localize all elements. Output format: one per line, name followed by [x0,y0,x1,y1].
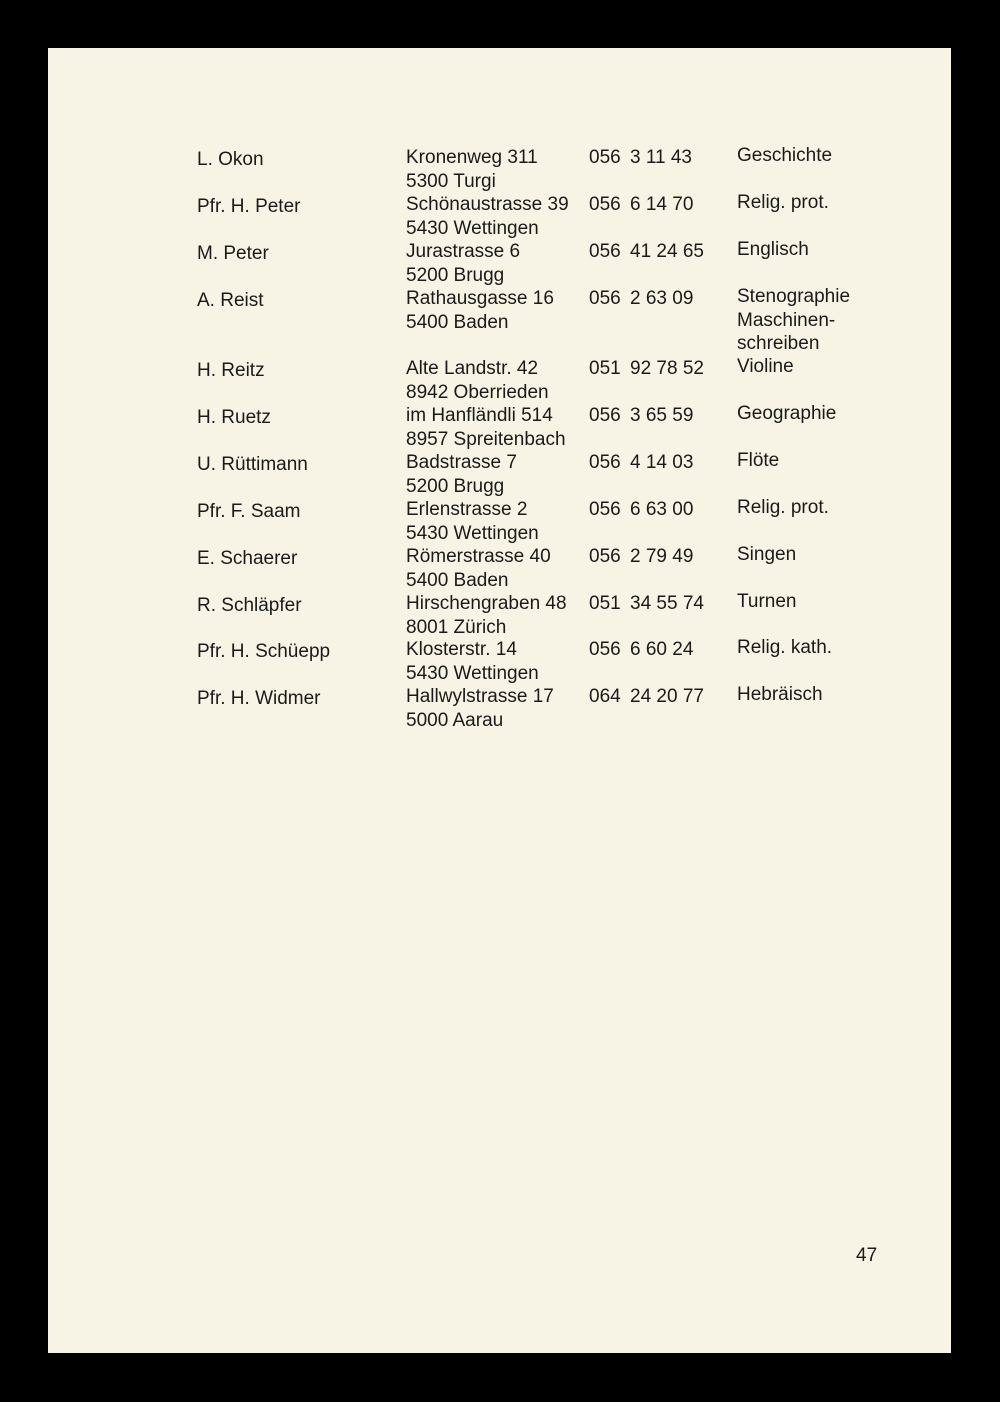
entry-subject [737,449,779,473]
entry-city: 5200 Brugg [406,264,505,286]
entry-street: Römerstrasse 40 [406,546,551,567]
entry-phone: 4 14 03 [630,452,694,473]
entry-phone: 24 20 77 [630,686,704,707]
entry-name: U. Rüttimann [197,454,308,475]
entry-subject-line: Relig. prot. [737,497,829,518]
entry-name: H. Reitz [197,360,265,381]
entry-subject [737,355,794,379]
entry-phone: 92 78 52 [630,358,704,379]
entry-address [406,451,517,498]
entry-city: 5200 Brugg [406,475,505,497]
entry-subject [737,402,836,426]
entry-city: 5430 Wettingen [406,217,539,239]
entry-street: Kronenweg 311 [406,147,538,168]
entry-name: Pfr. H. Schüepp [197,641,331,662]
entry-phone: 41 24 65 [630,241,704,262]
entry-street: Klosterstr. 14 [406,639,517,660]
entry-phone: 2 79 49 [630,546,694,567]
entry-subject [737,144,832,168]
entry-address [406,193,569,240]
page-number: 47 [856,1245,878,1266]
entry-area-code: 064 [589,686,621,707]
entry-street: Badstrasse 7 [406,452,517,473]
entry-address [406,287,554,334]
entry-area-code: 056 [589,546,621,567]
entry-address [406,404,566,451]
entry-city: 5000 Aarau [406,709,504,731]
entry-phone: 3 11 43 [630,147,692,168]
entry-subject-line: Geographie [737,403,837,424]
entry-subject [737,590,797,614]
entry-subject-line: Relig. kath. [737,637,833,658]
entry-city: 5430 Wettingen [406,522,539,544]
entry-subject-line: Maschinen- [737,309,836,331]
entry-phone: 3 65 59 [630,405,694,426]
entry-phone: 6 14 70 [630,194,694,215]
entry-address [406,146,538,193]
entry-subject [737,238,809,262]
entry-subject [737,285,850,356]
entry-subject-line: schreiben [737,333,820,354]
entry-address [406,545,551,592]
entry-subject [737,496,829,520]
entry-street: Jurastrasse 6 [406,241,521,262]
entry-city: 8942 Oberrieden [406,381,549,403]
entry-street: im Hanfländli 514 [406,405,553,426]
entry-area-code: 051 [589,358,621,379]
entry-subject-line: Violine [737,356,794,377]
entry-subject [737,636,832,660]
entry-area-code: 056 [589,499,621,520]
entry-address [406,357,549,404]
entry-street: Rathausgasse 16 [406,288,554,309]
entry-area-code: 051 [589,593,621,614]
entry-subject-line: Hebräisch [737,684,823,705]
entry-street: Hallwylstrasse 17 [406,686,554,707]
entry-phone: 6 60 24 [630,639,694,660]
entry-street: Schönaustrasse 39 [406,194,569,215]
entry-area-code: 056 [589,288,621,309]
entry-city: 8001 Zürich [406,616,507,638]
entry-subject-line: Relig. prot. [737,192,829,213]
entry-address [406,240,520,287]
entry-city: 5430 Wettingen [406,662,539,684]
entry-city: 8957 Spreitenbach [406,428,566,450]
entry-name: Pfr. H. Widmer [197,688,321,709]
entry-subject-line: Flöte [737,450,780,471]
entry-street: Erlenstrasse 2 [406,499,528,520]
entry-subject [737,543,796,567]
entry-subject-line: Turnen [737,591,797,612]
entry-subject-line: Stenographie [737,286,851,307]
entry-area-code: 056 [589,194,621,215]
entry-name: A. Reist [197,290,264,311]
entry-city: 5300 Turgi [406,170,496,192]
entry-address [406,498,539,545]
entry-subject-line: Singen [737,544,797,565]
entry-subject [737,683,823,707]
entry-subject-line: Englisch [737,239,809,260]
entry-name: H. Ruetz [197,407,271,428]
entry-name: Pfr. F. Saam [197,501,301,522]
entry-area-code: 056 [589,405,621,426]
entry-address [406,592,567,639]
document-page [48,48,951,1353]
entry-name: E. Schaerer [197,548,298,569]
entry-subject [737,191,829,215]
entry-phone: 6 63 00 [630,499,694,520]
entry-name: M. Peter [197,243,269,264]
entry-name: L. Okon [197,149,264,170]
entry-address [406,685,554,732]
entry-area-code: 056 [589,147,621,168]
entry-phone: 2 63 09 [630,288,694,309]
entry-area-code: 056 [589,241,621,262]
entry-area-code: 056 [589,452,621,473]
entry-city: 5400 Baden [406,569,509,591]
entry-street: Alte Landstr. 42 [406,358,539,379]
entry-address [406,638,539,685]
entry-phone: 34 55 74 [630,593,704,614]
entry-street: Hirschengraben 48 [406,593,567,614]
entry-name: R. Schläpfer [197,595,302,616]
entry-subject-line: Geschichte [737,145,833,166]
entry-city: 5400 Baden [406,311,509,333]
entry-area-code: 056 [589,639,621,660]
entry-name: Pfr. H. Peter [197,196,301,217]
